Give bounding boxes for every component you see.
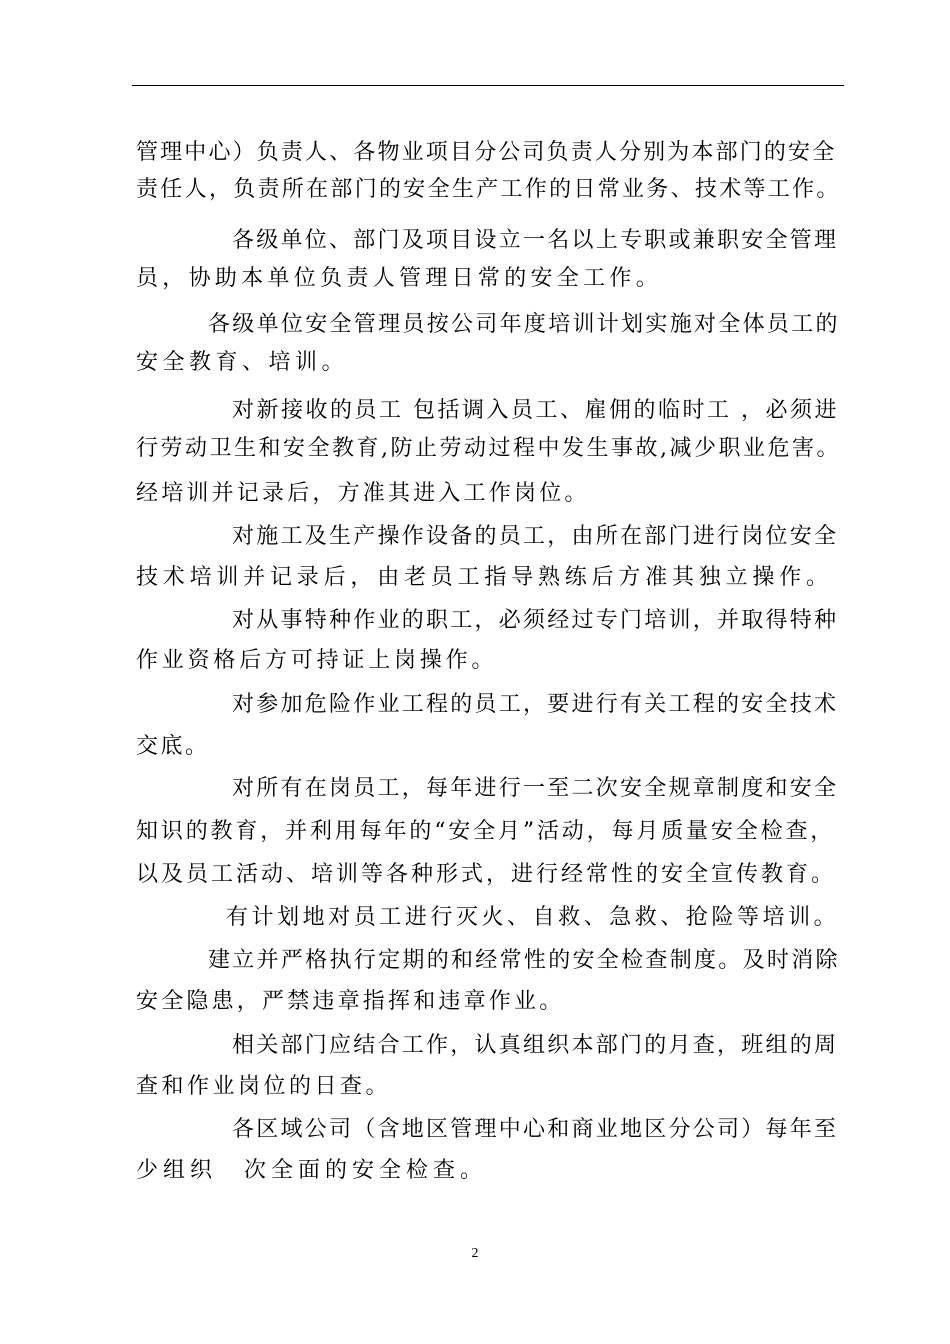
page-number: 2 <box>471 1246 479 1261</box>
text-line: 对新接收的员工 包括调入员工、雇佣的临时工 ，必须进 <box>232 398 839 423</box>
text-line: 有计划地对员工进行灭火、自救、急救、抢险等培训。 <box>226 905 840 930</box>
text-line: 对从事特种作业的职工，必须经过专门培训，并取得特种 <box>232 608 839 633</box>
text-line: 各区域公司（含地区管理中心和商业地区分公司）每年至 <box>232 1117 839 1142</box>
text-line: 知识的教育，并利用每年的“安全月”活动，每月质量安全检查， <box>136 819 836 844</box>
text-line: 管理中心）负责人、各物业项目分公司负责人分别为本部门的安全 <box>136 140 837 165</box>
text-line: 交底。 <box>136 734 210 759</box>
text-line: 行劳动卫生和安全教育,防止劳动过程中发生事故,减少职业危害。 <box>136 436 841 461</box>
text-line: 各级单位、部门及项目设立一名以上专职或兼职安全管理 <box>232 228 839 253</box>
text-line: 安全隐患，严禁违章指挥和违章作业。 <box>136 989 565 1014</box>
text-line: 少组织 次全面的安全检查。 <box>136 1158 488 1183</box>
text-line: 对所有在岗员工，每年进行一至二次安全规章制度和安全 <box>232 776 839 801</box>
text-line: 对施工及生产操作设备的员工，由所在部门进行岗位安全 <box>232 524 839 549</box>
text-line: 各级单位安全管理员按公司年度培训计划实施对全体员工的 <box>208 312 840 337</box>
header-rule <box>132 85 844 86</box>
text-line: 安全教育、培训。 <box>136 350 349 375</box>
text-line: 对参加危险作业工程的员工，要进行有关工程的安全技术 <box>232 692 839 717</box>
text-line: 作业资格后方可持证上岗操作。 <box>136 648 498 673</box>
text-line: 相关部门应结合工作，认真组织本部门的月查，班组的周 <box>232 1033 839 1058</box>
text-line: 员，协助本单位负责人管理日常的安全工作。 <box>136 266 663 291</box>
text-line: 建立并严格执行定期的和经常性的安全检查制度。及时消除 <box>208 948 840 973</box>
text-line: 技术培训并记录后，由老员工指导熟练后方准其独立操作。 <box>136 565 833 590</box>
text-line: 责任人，负责所在部门的安全生产工作的日常业务、技术等工作。 <box>136 177 841 202</box>
text-line: 以及员工活动、培训等各种形式，进行经常性的安全宣传教育。 <box>136 862 837 887</box>
text-line: 查和作业岗位的日查。 <box>136 1074 392 1099</box>
text-line: 经培训并记录后，方准其进入工作岗位。 <box>136 481 590 506</box>
